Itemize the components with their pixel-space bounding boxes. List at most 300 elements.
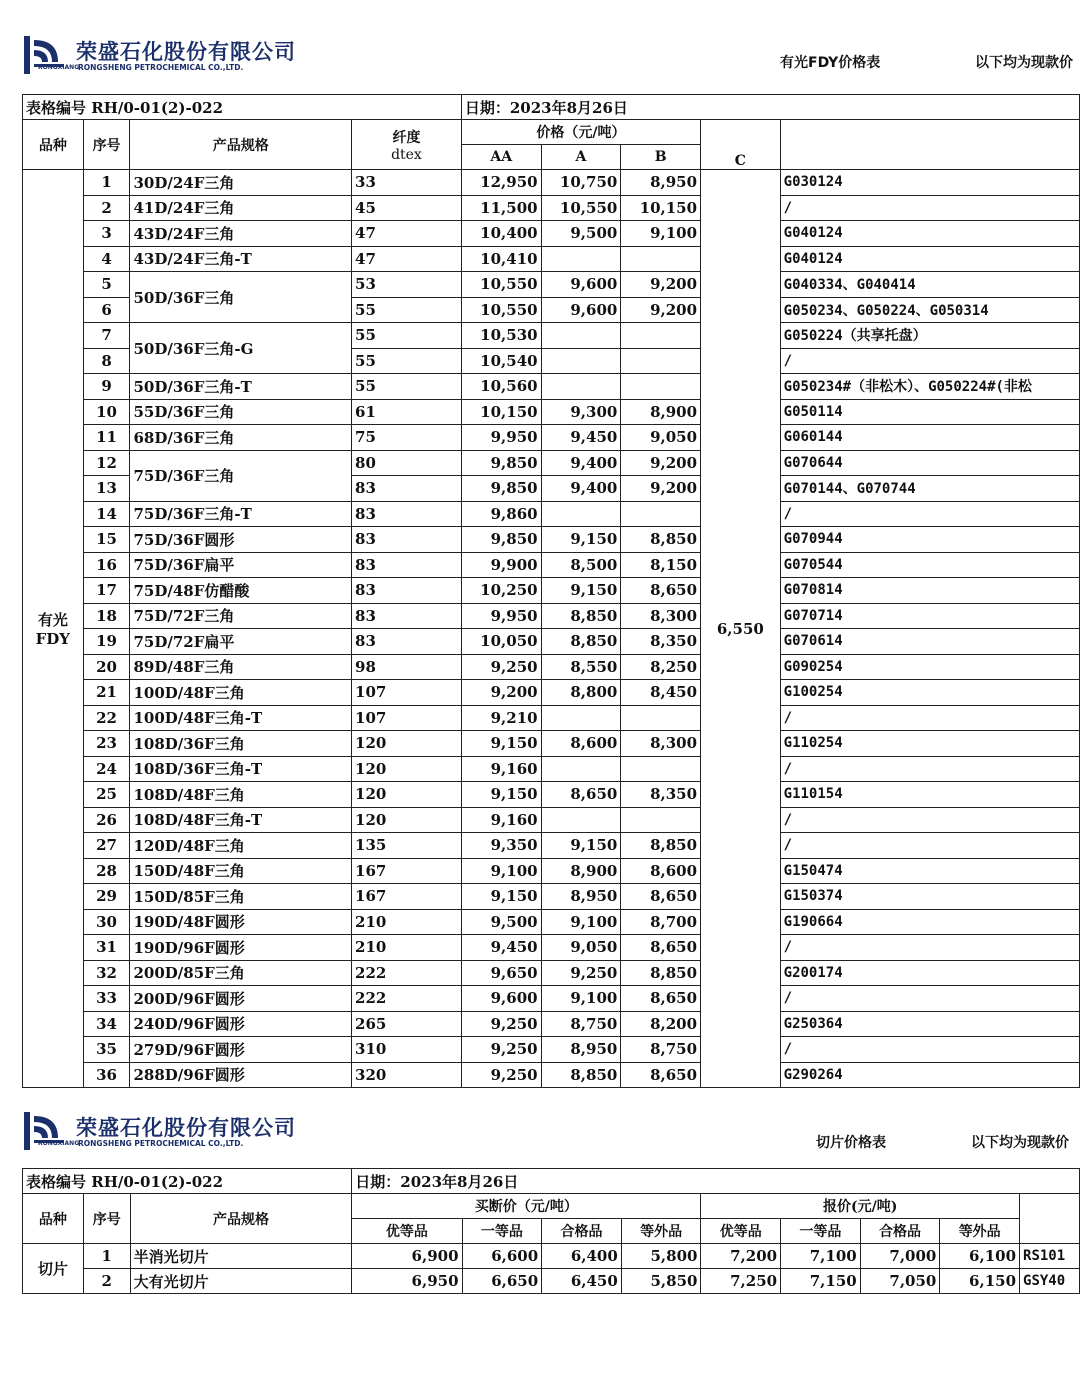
dtex-cell: 210 [352, 935, 462, 961]
price-a-cell [541, 756, 621, 782]
product-code-cell: G040124 [780, 246, 1079, 272]
quote-price-cell: 6,150 [940, 1269, 1020, 1294]
logo-small-text: RONGXIANG [38, 64, 80, 71]
seq-cell: 31 [83, 935, 130, 961]
price-a-cell: 8,750 [541, 1011, 621, 1037]
spec-cell: 240D/96F圆形 [130, 1011, 352, 1037]
spec-cell: 43D/24F三角-T [130, 246, 352, 272]
spec-cell: 108D/48F三角 [130, 782, 352, 808]
price-aa-cell: 10,050 [461, 629, 541, 655]
spec-cell: 41D/24F三角 [130, 195, 352, 221]
dtex-cell: 320 [352, 1062, 462, 1088]
quote-price-cell: 6,100 [940, 1244, 1020, 1269]
table-row [23, 527, 1080, 553]
dtex-cell: 61 [352, 399, 462, 425]
product-code-cell: / [780, 986, 1079, 1012]
price-b-cell: 8,450 [621, 680, 701, 706]
spec-cell: 75D/72F扁平 [130, 629, 352, 655]
chip-col-buyout: 买断价（元/吨） [352, 1194, 701, 1219]
table-row [23, 501, 1080, 527]
price-b-cell [621, 756, 701, 782]
table-row [23, 756, 1080, 782]
table-row [23, 425, 1080, 451]
product-code-cell: / [780, 501, 1079, 527]
price-b-cell: 8,300 [621, 603, 701, 629]
price-b-cell: 8,950 [621, 170, 701, 196]
dtex-cell: 55 [352, 297, 462, 323]
dtex-cell: 167 [352, 884, 462, 910]
spec-cell: 150D/48F三角 [130, 858, 352, 884]
price-b-cell: 8,350 [621, 629, 701, 655]
price-aa-cell: 11,500 [461, 195, 541, 221]
product-code-cell: G190664 [780, 909, 1079, 935]
price-a-cell: 9,150 [541, 833, 621, 859]
seq-cell: 12 [83, 450, 130, 476]
price-aa-cell: 9,950 [461, 603, 541, 629]
seq-cell: 23 [83, 731, 130, 757]
product-code-cell: G040124 [780, 221, 1079, 247]
dtex-cell: 53 [352, 272, 462, 298]
table-row [23, 705, 1080, 731]
product-code-cell: / [780, 705, 1079, 731]
chip-seq-cell: 1 [83, 1244, 130, 1269]
company-name: 荣盛石化股份有限公司 [76, 40, 296, 64]
table-row [23, 578, 1080, 604]
buyout-price-cell: 5,850 [621, 1269, 701, 1294]
spec-cell: 120D/48F三角 [130, 833, 352, 859]
product-code-cell: G250364 [780, 1011, 1079, 1037]
chip-code-cell: RS101 [1020, 1244, 1080, 1269]
price-a-cell: 8,850 [541, 629, 621, 655]
table-row [23, 833, 1080, 859]
dtex-cell: 83 [352, 629, 462, 655]
price-aa-cell: 9,210 [461, 705, 541, 731]
table-row [23, 272, 1080, 298]
dtex-cell: 120 [352, 782, 462, 808]
price-aa-cell: 10,560 [461, 374, 541, 400]
table-row [23, 1062, 1080, 1088]
price-b-cell: 9,100 [621, 221, 701, 247]
price-b-cell: 8,650 [621, 578, 701, 604]
price-b-cell: 8,150 [621, 552, 701, 578]
price-a-cell [541, 348, 621, 374]
spec-cell: 55D/36F三角 [130, 399, 352, 425]
price-aa-cell: 9,350 [461, 833, 541, 859]
price-b-cell: 9,200 [621, 476, 701, 502]
product-code-cell: G100254 [780, 680, 1079, 706]
price-b-cell: 9,050 [621, 425, 701, 451]
price-b-cell [621, 323, 701, 349]
col-aa: AA [461, 145, 541, 170]
dtex-cell: 98 [352, 654, 462, 680]
price-a-cell: 9,600 [541, 297, 621, 323]
spec-cell: 190D/48F圆形 [130, 909, 352, 935]
table-row [23, 552, 1080, 578]
spec-cell: 50D/36F三角-G [130, 323, 352, 374]
table-row [23, 374, 1080, 400]
price-b-cell [621, 348, 701, 374]
table-row [23, 960, 1080, 986]
price-b-cell: 8,600 [621, 858, 701, 884]
company-name: 荣盛石化股份有限公司 [76, 1116, 296, 1140]
dtex-cell: 222 [352, 986, 462, 1012]
quote-price-cell: 7,100 [781, 1244, 861, 1269]
chip-grade-4: 等外品 [940, 1219, 1020, 1244]
spec-cell: 50D/36F三角 [130, 272, 352, 323]
spec-cell: 75D/48F仿醋酸 [130, 578, 352, 604]
chip-variety-cell: 切片 [23, 1244, 84, 1294]
product-code-cell: / [780, 756, 1079, 782]
table-row [23, 654, 1080, 680]
dtex-cell: 120 [352, 731, 462, 757]
product-code-cell: G070714 [780, 603, 1079, 629]
table-row [23, 1244, 1080, 1269]
product-code-cell: G070644 [780, 450, 1079, 476]
table-row [23, 221, 1080, 247]
product-code-cell: G070144、G070744 [780, 476, 1079, 502]
chip-grade-1: 优等品 [701, 1219, 781, 1244]
spec-cell: 108D/36F三角-T [130, 756, 352, 782]
fdy-date: 日期：2023年8月26日 [461, 95, 1079, 120]
col-seq: 序号 [83, 120, 130, 170]
price-aa-cell: 9,250 [461, 1037, 541, 1063]
dtex-cell: 83 [352, 578, 462, 604]
col-fineness-unit: dtex [391, 146, 422, 163]
price-aa-cell: 9,100 [461, 858, 541, 884]
dtex-cell: 83 [352, 552, 462, 578]
table-row [23, 1037, 1080, 1063]
price-a-cell: 8,850 [541, 1062, 621, 1088]
price-a-cell: 8,900 [541, 858, 621, 884]
price-aa-cell: 9,900 [461, 552, 541, 578]
price-a-cell: 10,550 [541, 195, 621, 221]
chip-col-quote: 报价(元/吨) [701, 1194, 1020, 1219]
product-code-cell: G150374 [780, 884, 1079, 910]
dtex-cell: 47 [352, 246, 462, 272]
quote-price-cell: 7,000 [860, 1244, 940, 1269]
price-a-cell: 9,050 [541, 935, 621, 961]
seq-cell: 3 [83, 221, 130, 247]
product-code-cell: G070814 [780, 578, 1079, 604]
seq-cell: 29 [83, 884, 130, 910]
dtex-cell: 47 [352, 221, 462, 247]
price-aa-cell: 9,600 [461, 986, 541, 1012]
seq-cell: 27 [83, 833, 130, 859]
chip-form-no: 表格编号 RH/0-01(2)-022 [23, 1169, 352, 1194]
price-aa-cell: 10,550 [461, 272, 541, 298]
table-row [23, 731, 1080, 757]
price-aa-cell: 9,950 [461, 425, 541, 451]
product-code-cell: G050234、G050224、G050314 [780, 297, 1079, 323]
price-a-cell: 9,400 [541, 476, 621, 502]
price-aa-cell: 9,650 [461, 960, 541, 986]
price-aa-cell: 9,250 [461, 1062, 541, 1088]
dtex-cell: 80 [352, 450, 462, 476]
price-aa-cell: 9,160 [461, 807, 541, 833]
dtex-cell: 167 [352, 858, 462, 884]
table-row [23, 195, 1080, 221]
spec-cell: 200D/96F圆形 [130, 986, 352, 1012]
price-b-cell: 8,250 [621, 654, 701, 680]
spec-cell: 100D/48F三角 [130, 680, 352, 706]
dtex-cell: 107 [352, 705, 462, 731]
price-aa-cell: 9,850 [461, 527, 541, 553]
spec-cell: 108D/48F三角-T [130, 807, 352, 833]
spec-cell: 108D/36F三角 [130, 731, 352, 757]
chip-spec-cell: 大有光切片 [130, 1269, 352, 1294]
quote-price-cell: 7,150 [781, 1269, 861, 1294]
price-aa-cell: 10,410 [461, 246, 541, 272]
dtex-cell: 120 [352, 807, 462, 833]
price-aa-cell: 10,530 [461, 323, 541, 349]
price-a-cell: 8,550 [541, 654, 621, 680]
dtex-cell: 45 [352, 195, 462, 221]
product-code-cell: / [780, 195, 1079, 221]
spec-cell: 30D/24F三角 [130, 170, 352, 196]
quote-price-cell: 7,050 [860, 1269, 940, 1294]
dtex-cell: 310 [352, 1037, 462, 1063]
price-a-cell: 8,950 [541, 884, 621, 910]
dtex-cell: 75 [352, 425, 462, 451]
seq-cell: 21 [83, 680, 130, 706]
price-b-cell: 9,200 [621, 450, 701, 476]
price-b-cell: 9,200 [621, 272, 701, 298]
price-b-cell: 8,750 [621, 1037, 701, 1063]
dtex-cell: 55 [352, 323, 462, 349]
table-row [23, 858, 1080, 884]
dtex-cell: 222 [352, 960, 462, 986]
table-row [23, 884, 1080, 910]
price-a-cell [541, 374, 621, 400]
price-b-cell [621, 246, 701, 272]
dtex-cell: 83 [352, 527, 462, 553]
price-b-cell: 8,700 [621, 909, 701, 935]
dtex-cell: 83 [352, 501, 462, 527]
table-row [23, 399, 1080, 425]
spec-cell: 75D/36F扁平 [130, 552, 352, 578]
col-b: B [621, 145, 701, 170]
dtex-cell: 107 [352, 680, 462, 706]
seq-cell: 10 [83, 399, 130, 425]
price-b-cell: 8,850 [621, 960, 701, 986]
product-code-cell: G150474 [780, 858, 1079, 884]
price-b-cell: 8,650 [621, 1062, 701, 1088]
header-fdy [0, 36, 1080, 96]
price-aa-cell: 9,200 [461, 680, 541, 706]
table-row [23, 246, 1080, 272]
seq-cell: 4 [83, 246, 130, 272]
price-aa-cell: 9,150 [461, 782, 541, 808]
spec-cell: 200D/85F三角 [130, 960, 352, 986]
col-c: C [701, 120, 781, 170]
table-row [23, 909, 1080, 935]
price-b-cell [621, 374, 701, 400]
spec-cell: 150D/85F三角 [130, 884, 352, 910]
product-code-cell: G050114 [780, 399, 1079, 425]
product-code-cell: G060144 [780, 425, 1079, 451]
quote-price-cell: 7,200 [701, 1244, 781, 1269]
col-spec: 产品规格 [130, 120, 352, 170]
col-a: A [541, 145, 621, 170]
price-aa-cell: 9,160 [461, 756, 541, 782]
chip-grade-3: 合格品 [542, 1219, 622, 1244]
dtex-cell: 210 [352, 909, 462, 935]
price-c-cell: 6,550 [701, 170, 781, 1088]
price-b-cell [621, 501, 701, 527]
product-code-cell: / [780, 935, 1079, 961]
price-a-cell: 8,500 [541, 552, 621, 578]
price-a-cell [541, 807, 621, 833]
col-code [780, 120, 1079, 170]
price-b-cell: 10,150 [621, 195, 701, 221]
chip-grade-3: 合格品 [860, 1219, 940, 1244]
seq-cell: 9 [83, 374, 130, 400]
seq-cell: 13 [83, 476, 130, 502]
price-b-cell: 8,650 [621, 986, 701, 1012]
price-b-cell: 8,850 [621, 833, 701, 859]
dtex-cell: 120 [352, 756, 462, 782]
table-row [23, 170, 1080, 196]
product-code-cell: / [780, 833, 1079, 859]
dtex-cell: 33 [352, 170, 462, 196]
chip-grade-2: 一等品 [462, 1219, 542, 1244]
buyout-price-cell: 6,950 [352, 1269, 462, 1294]
price-a-cell [541, 323, 621, 349]
col-price-group: 价格（元/吨） [461, 120, 700, 145]
seq-cell: 35 [83, 1037, 130, 1063]
col-fineness [352, 120, 462, 170]
seq-cell: 30 [83, 909, 130, 935]
product-code-cell: G070944 [780, 527, 1079, 553]
price-a-cell: 8,800 [541, 680, 621, 706]
chip-col-variety: 品种 [23, 1194, 84, 1244]
table-row [23, 782, 1080, 808]
seq-cell: 34 [83, 1011, 130, 1037]
table-row [23, 603, 1080, 629]
spec-cell: 75D/36F三角-T [130, 501, 352, 527]
seq-cell: 36 [83, 1062, 130, 1088]
spec-cell: 43D/24F三角 [130, 221, 352, 247]
chip-price-table [22, 1168, 1080, 1294]
price-a-cell: 9,100 [541, 909, 621, 935]
quote-price-cell: 7,250 [701, 1269, 781, 1294]
product-code-cell: G290264 [780, 1062, 1079, 1088]
chip-date: 日期：2023年8月26日 [352, 1169, 1080, 1194]
seq-cell: 20 [83, 654, 130, 680]
spec-cell: 75D/36F圆形 [130, 527, 352, 553]
spec-cell: 75D/36F三角 [130, 450, 352, 501]
price-aa-cell: 9,850 [461, 450, 541, 476]
dtex-cell: 265 [352, 1011, 462, 1037]
variety-line2: FDY [35, 630, 71, 648]
price-a-cell: 9,450 [541, 425, 621, 451]
chip-code-cell: GSY40 [1020, 1269, 1080, 1294]
product-code-cell: G070614 [780, 629, 1079, 655]
price-aa-cell: 10,250 [461, 578, 541, 604]
dtex-cell: 83 [352, 476, 462, 502]
product-code-cell: G110254 [780, 731, 1079, 757]
dtex-cell: 135 [352, 833, 462, 859]
seq-cell: 14 [83, 501, 130, 527]
chip-seq-cell: 2 [83, 1269, 130, 1294]
price-aa-cell: 10,540 [461, 348, 541, 374]
table-row [23, 629, 1080, 655]
seq-cell: 8 [83, 348, 130, 374]
table-row [23, 1011, 1080, 1037]
seq-cell: 15 [83, 527, 130, 553]
price-b-cell: 8,350 [621, 782, 701, 808]
chip-col-spec: 产品规格 [130, 1194, 352, 1244]
price-b-cell: 8,200 [621, 1011, 701, 1037]
spec-cell: 279D/96F圆形 [130, 1037, 352, 1063]
price-b-cell [621, 807, 701, 833]
product-code-cell: / [780, 1037, 1079, 1063]
chip-col-code [1020, 1194, 1080, 1244]
dtex-cell: 55 [352, 348, 462, 374]
price-a-cell: 8,850 [541, 603, 621, 629]
table-row [23, 807, 1080, 833]
seq-cell: 24 [83, 756, 130, 782]
price-a-cell: 9,150 [541, 527, 621, 553]
price-aa-cell: 9,860 [461, 501, 541, 527]
fdy-note: 以下均为现款价 [975, 55, 1073, 71]
seq-cell: 25 [83, 782, 130, 808]
fdy-title: 有光FDY价格表 [780, 55, 881, 71]
product-code-cell: G110154 [780, 782, 1079, 808]
price-aa-cell: 9,450 [461, 935, 541, 961]
product-code-cell: G200174 [780, 960, 1079, 986]
seq-cell: 22 [83, 705, 130, 731]
price-a-cell: 10,750 [541, 170, 621, 196]
price-a-cell: 9,150 [541, 578, 621, 604]
price-aa-cell: 9,850 [461, 476, 541, 502]
company-name-en: RONGSHENG PETROCHEMICAL CO.,LTD. [78, 63, 244, 72]
seq-cell: 17 [83, 578, 130, 604]
seq-cell: 2 [83, 195, 130, 221]
seq-cell: 1 [83, 170, 130, 196]
chip-title: 切片价格表 [816, 1135, 886, 1151]
price-aa-cell: 9,150 [461, 731, 541, 757]
variety-cell [23, 170, 84, 1088]
buyout-price-cell: 6,450 [542, 1269, 622, 1294]
col-variety: 品种 [23, 120, 84, 170]
spec-cell: 190D/96F圆形 [130, 935, 352, 961]
spec-cell: 100D/48F三角-T [130, 705, 352, 731]
price-b-cell [621, 705, 701, 731]
buyout-price-cell: 5,800 [621, 1244, 701, 1269]
seq-cell: 26 [83, 807, 130, 833]
price-a-cell: 9,100 [541, 986, 621, 1012]
price-b-cell: 8,650 [621, 884, 701, 910]
price-b-cell: 8,300 [621, 731, 701, 757]
seq-cell: 6 [83, 297, 130, 323]
price-a-cell: 9,400 [541, 450, 621, 476]
product-code-cell: G040334、G040414 [780, 272, 1079, 298]
seq-cell: 16 [83, 552, 130, 578]
seq-cell: 5 [83, 272, 130, 298]
fdy-form-no: 表格编号 RH/0-01(2)-022 [23, 95, 462, 120]
price-a-cell: 8,950 [541, 1037, 621, 1063]
price-a-cell [541, 705, 621, 731]
spec-cell: 68D/36F三角 [130, 425, 352, 451]
spec-cell: 75D/72F三角 [130, 603, 352, 629]
price-b-cell: 8,850 [621, 527, 701, 553]
spec-cell: 50D/36F三角-T [130, 374, 352, 400]
variety-line1: 有光 [37, 611, 68, 629]
price-aa-cell: 10,150 [461, 399, 541, 425]
spec-cell: 288D/96F圆形 [130, 1062, 352, 1088]
price-aa-cell: 9,250 [461, 654, 541, 680]
